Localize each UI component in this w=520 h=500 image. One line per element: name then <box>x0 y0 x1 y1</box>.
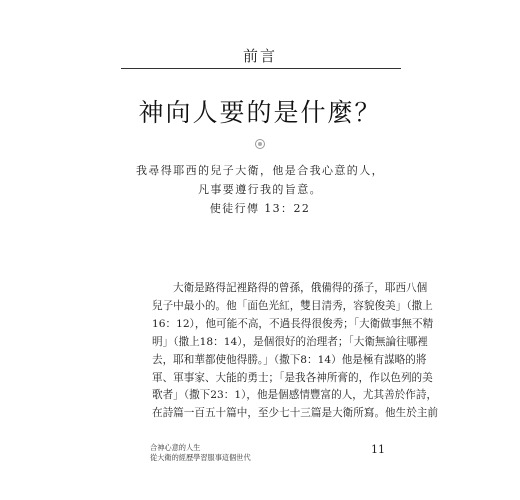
section-label: 前言 <box>242 47 277 65</box>
page-number: 11 <box>371 443 385 456</box>
body-line: 去，耶和華都使他得勝。」（撒下8：14）他是極有謀略的將 <box>152 353 427 366</box>
epigraph <box>0 161 520 218</box>
body-line: 16：12），他可能不高，不過長得很俊秀；「大衛做事無不精 <box>152 317 434 330</box>
body-line: 明」（撒上18：14），是個很好的治理者；「大衛無論往哪裡 <box>152 335 428 348</box>
epigraph-citation: 使徒行傳 13：22 <box>209 202 311 215</box>
epigraph-line: 我尋得耶西的兒子大衛，他是合我心意的人， <box>136 164 384 177</box>
book-title-line: 合神心意的人生 <box>150 443 201 452</box>
ornament-divider-icon <box>255 139 265 149</box>
chapter-title: 神向人要的是什麼？ <box>138 98 382 127</box>
body-line: 大衛是路得記裡路得的曾孫，俄備得的孫子，耶西八個 <box>173 282 428 294</box>
body-line: 兒子中最小的。他「面色光紅，雙目清秀，容貌俊美」（撒上 <box>152 299 433 312</box>
body-line: 軍、軍事家、大能的勇士；「是我各神所膏的，作以色列的美 <box>152 371 433 384</box>
footer-book-title <box>150 443 251 463</box>
epigraph-line: 凡事要遵行我的旨意。 <box>198 183 322 196</box>
section-header-rule <box>121 68 401 69</box>
body-line: 歌者」（撒下23：1），他是個感情豐富的人，尤其善於作詩， <box>152 389 438 402</box>
body-line: 在詩篇一百五十篇中，至少七十三篇是大衛所寫。他生於主前 <box>152 407 439 420</box>
body-paragraph <box>152 280 439 423</box>
book-subtitle-line: 從大衛的經歷學習服事這個世代 <box>150 453 251 462</box>
